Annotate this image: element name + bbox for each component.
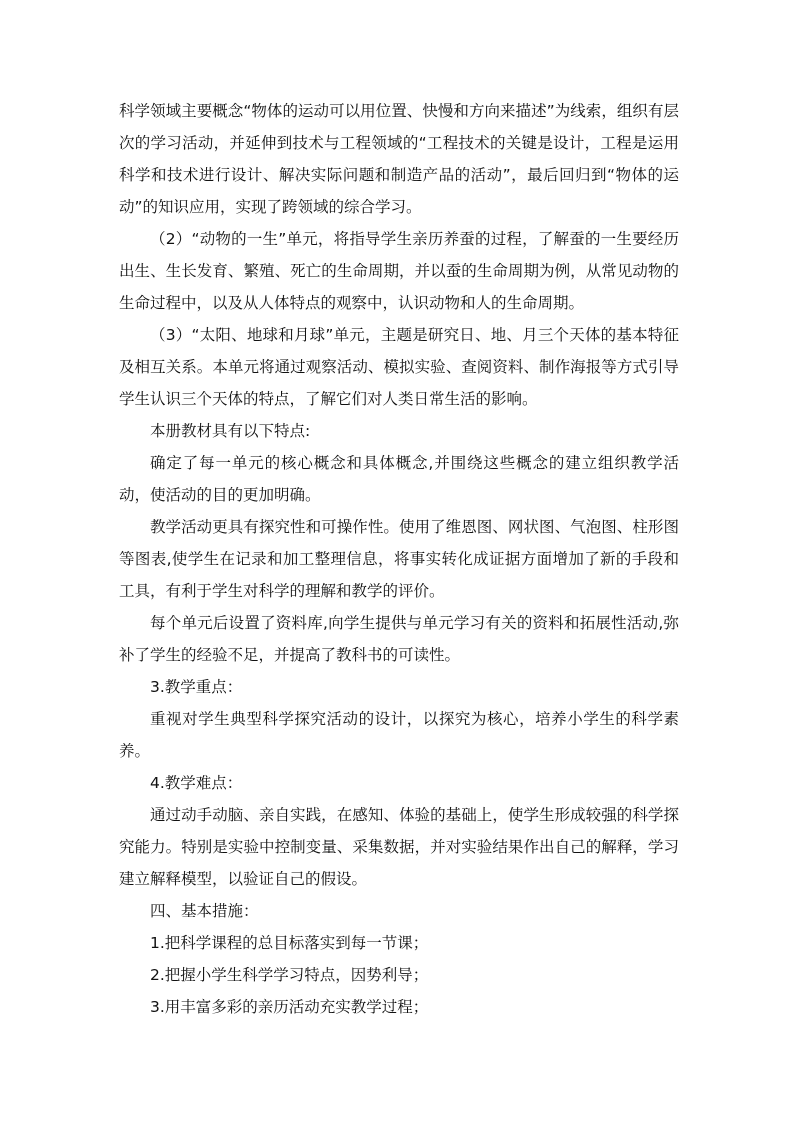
paragraph-sun-earth-moon-unit: （3）“太阳、地球和月球”单元，主题是研究日、地、月三个天体的基本特征及相互关系。本单元将通过观察活动、模拟实验、查阅资料、制作海报等方式引导学生认识三个天体的特点，了解它们对人类日常生活的影响。	[119, 326, 679, 408]
list-item-measure-2: 2.把握小学生科学学习特点，因势利导；	[150, 966, 429, 984]
paragraph-unit-summary: 科学领域主要概念“物体的运动可以用位置、快慢和方向来描述”为线索，组织有层次的学习活动，并延伸到技术与工程领域的“工程技术的关键是设计，工程是运用科学和技术进行设计、解决实际问题和制造产品的活动”，最后回归到“物体的运动”的知识应用，实现了跨领域的综合学习。	[119, 102, 679, 216]
paragraph-animal-life-unit: （2）“动物的一生”单元，将指导学生亲历养蚕的过程，了解蚕的一生要经历出生、生长发育、繁殖、死亡的生命周期，并以蚕的生命周期为例，从常见动物的生命过程中，以及从人体特点的观察中，认识动物和人的生命周期。	[119, 230, 679, 312]
paragraph-feature-core-concepts: 确定了每一单元的核心概念和具体概念,并围绕这些概念的建立组织教学活动，使活动的目的更加明确。	[119, 454, 679, 504]
paragraph-feature-resource-library: 每个单元后设置了资料库,向学生提供与单元学习有关的资料和拓展性活动,弥补了学生的经验不足，并提高了教科书的可读性。	[119, 614, 679, 664]
heading-basic-measures: 四、基本措施：	[150, 902, 259, 920]
list-item-measure-3: 3.用丰富多彩的亲历活动充实教学过程；	[150, 998, 429, 1016]
paragraph-teaching-difficulty: 通过动手动脑、亲自实践，在感知、体验的基础上，使学生形成较强的科学探究能力。特别是实验中控制变量、采集数据，并对实验结果作出自己的解释，学习建立解释模型，以验证自己的假设。	[119, 806, 679, 888]
heading-teaching-difficulty: 4.教学难点：	[150, 774, 243, 792]
paragraph-textbook-features-heading: 本册教材具有以下特点:	[150, 422, 311, 440]
heading-teaching-focus: 3.教学重点：	[150, 678, 243, 696]
list-item-measure-1: 1.把科学课程的总目标落实到每一节课；	[150, 934, 429, 952]
document-body	[119, 95, 679, 1023]
paragraph-teaching-focus: 重视对学生典型科学探究活动的设计，以探究为核心，培养小学生的科学素养。	[119, 710, 679, 760]
paragraph-feature-inquiry: 教学活动更具有探究性和可操作性。使用了维恩图、网状图、气泡图、柱形图等图表,使学生在记录和加工整理信息，将事实转化成证据方面增加了新的手段和工具，有利于学生对科学的理解和教学的评价。	[119, 518, 679, 600]
